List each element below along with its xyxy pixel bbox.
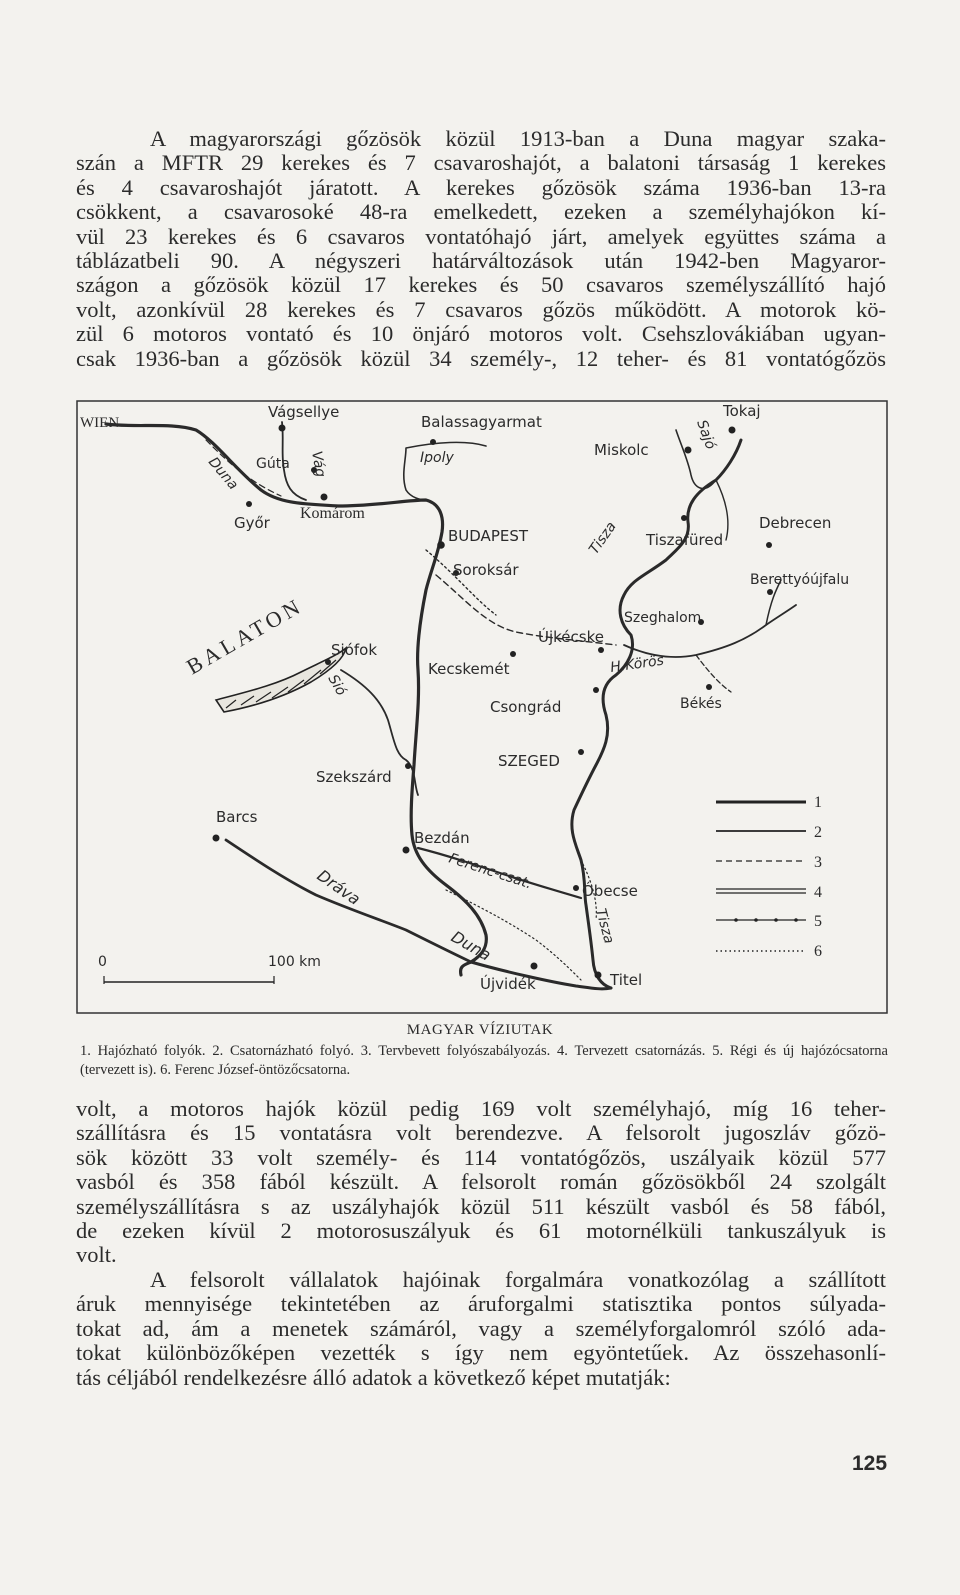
siofok-label: Siófok <box>331 641 378 659</box>
text-line: szágon a gőzösök közül 17 kerekes és 50 csavaros személyszállító hajó <box>76 272 886 298</box>
balaton-label: BALATON <box>182 592 308 680</box>
legend-label-5: 5 <box>814 913 822 930</box>
bekes-dot <box>706 684 712 690</box>
text-line: szán a MFTR 29 kerekes és 7 csavaroshajót, a balatoni társaság 1 kerekes <box>76 150 886 176</box>
bekes-label: Békés <box>680 696 722 712</box>
vagsellye-label: Vágsellye <box>268 403 340 421</box>
place-labels <box>80 402 849 993</box>
bottom-paragraph-2 <box>76 1268 886 1390</box>
balassagyarmat-label: Balassagyarmat <box>421 413 542 431</box>
titel-dot <box>595 972 602 979</box>
sio-label: Sió <box>324 672 350 699</box>
text-line: tokat ad, ám a menetek számáról, vagy a személyforgalomról szóló ada- <box>76 1315 886 1341</box>
gyor-label: Győr <box>234 514 270 532</box>
kecskemet-label: Kecskemét <box>428 660 510 678</box>
text-line: személyszállításra s az uszályhajók közül 511 készült vasból és 58 fából, <box>76 1193 886 1219</box>
guta-label: Gúta <box>256 456 290 472</box>
ujkecske-label: Újkécske <box>538 628 604 646</box>
scale-hundred: 100 km <box>268 954 321 970</box>
budapest-dot <box>437 541 445 549</box>
ujkecske-dot <box>598 647 604 653</box>
map-svg <box>76 400 890 1016</box>
komarom-label: Komárom <box>300 505 365 522</box>
szeged-label: SZEGED <box>498 752 560 770</box>
ujvidek-dot <box>531 963 538 970</box>
szeged-dot <box>578 749 584 755</box>
balassagyarmat-dot <box>430 439 436 445</box>
text-line: csak 1936-ban a gőzösök közül 34 személy-, 12 teher- és 81 vontatógőzös <box>76 345 886 371</box>
text-line: de ezeken kívül 2 motorosuszályuk és 61 motornélküli tankuszályuk is <box>76 1218 886 1244</box>
szeghalom-label: Szeghalom <box>624 610 702 626</box>
barcs-label: Barcs <box>216 808 258 826</box>
berettyoujfalu-dot <box>767 589 773 595</box>
csongrad-label: Csongrád <box>490 698 562 716</box>
text-line: vasból és 358 fából készült. A felsorolt román gőzösökből 24 szolgált <box>76 1169 886 1195</box>
text-line: szállításra és 15 vontatásra volt berendezve. A felsorolt jugoszláv gőzö- <box>76 1120 886 1146</box>
obecse-label: Óbecse <box>582 882 638 900</box>
komarom-dot <box>321 494 328 501</box>
soroksar-label: Soroksár <box>453 561 519 579</box>
vag-label: Vág <box>308 449 329 479</box>
sajo-label: Sajó <box>693 417 719 452</box>
bezdan-dot <box>403 847 410 854</box>
map-legend <box>716 794 822 960</box>
bottom-paragraph-1 <box>76 1097 886 1268</box>
debrecen-label: Debrecen <box>759 514 832 532</box>
barcs-dot <box>213 835 220 842</box>
text-line: volt. <box>76 1242 117 1268</box>
kecskemet-dot <box>510 651 516 657</box>
budapest-label: BUDAPEST <box>448 527 529 545</box>
tiszafured-label: Tiszafüred <box>646 531 724 549</box>
tiszafured-dot <box>681 515 687 521</box>
scale-bar <box>98 954 321 984</box>
vagsellye-dot <box>279 425 286 432</box>
text-line: volt, azonkívül 28 kerekes és 7 csavaros gőzös működött. A motorok kö- <box>76 296 886 322</box>
obecse-dot <box>573 885 579 891</box>
csongrad-dot <box>593 687 599 693</box>
tokaj-label: Tokaj <box>723 402 761 420</box>
map-caption-text: 1. Hajózható folyók. 2. Csatornázható folyó. 3. Tervbevett folyószabályozás. 4. Tervezett csatornázás. 5. Régi és új hajózócsatorna (tervezett is). 6. Ferenc József-öntözőcsatorna. <box>80 1043 888 1078</box>
text-line: A felsorolt vállalatok hajóinak forgalmára vonatkozólag a szállított <box>150 1267 886 1292</box>
legend-label-1: 1 <box>814 794 822 811</box>
szekszard-label: Szekszárd <box>316 768 392 786</box>
debrecen-dot <box>766 542 772 548</box>
bezdan-label: Bezdán <box>414 829 470 847</box>
text-line: sök között 33 volt személy- és 114 vontatógőzös, uszályaik közül 577 <box>76 1144 886 1170</box>
text-line: tokat különbözőképen vezették s így nem egyöntetűek. Az összehasonlí- <box>76 1340 886 1366</box>
legend-label-6: 6 <box>814 943 822 960</box>
text-line: táblázatbeli 90. A négyszeri határváltozások után 1942-ben Magyaror- <box>76 248 886 274</box>
legend-label-4: 4 <box>814 884 822 901</box>
ipoly-label: Ipoly <box>420 450 454 466</box>
duna-south-label: Duna <box>448 927 495 965</box>
tokaj-dot <box>729 427 736 434</box>
berettyoujfalu-label: Berettyóújfalu <box>750 572 850 588</box>
text-line: csökkent, a csavarosoké 48-ra emelkedett, ezeken a személyhajókon kí- <box>76 199 886 225</box>
page-number: 125 <box>852 1452 888 1475</box>
text-line: A magyarországi gőzösök közül 1913-ban a Duna magyar szaka- <box>150 126 886 151</box>
szekszard-dot <box>405 763 411 769</box>
text-line: zül 6 motoros vontató és 10 önjáró motoros volt. Csehszlovákiában ugyan- <box>76 321 886 347</box>
titel-label: Titel <box>610 971 643 989</box>
tisza-river <box>572 440 741 988</box>
miskolc-label: Miskolc <box>594 441 649 459</box>
waterways-map <box>76 400 890 1016</box>
koros-river-3 <box>696 655 731 692</box>
drava-label: Dráva <box>313 865 364 909</box>
scale-zero: 0 <box>98 954 107 970</box>
tisza-south-label: Tisza <box>592 906 617 946</box>
ujvidek-label: Újvidék <box>480 975 536 993</box>
legend-label-2: 2 <box>814 824 822 841</box>
text-line: és 4 csavaroshajót járatott. A kerekes gőzösök száma 1936-ban 13-ra <box>76 174 886 200</box>
siofok-dot <box>325 659 331 665</box>
legend-label-3: 3 <box>814 854 822 871</box>
text-line: áruk mennyisége tekintetében az áruforgalmi statisztika pontos súlyada- <box>76 1291 886 1317</box>
gyor-dot <box>246 501 252 507</box>
danube-river <box>106 424 486 975</box>
duna-north-label: Duna <box>204 454 242 493</box>
miskolc-dot <box>685 447 692 454</box>
tisza-north-label: Tisza <box>586 518 620 558</box>
text-line: vül 23 kerekes és 6 csavaros vontatóhajó járt, amelyek együttes száma a <box>76 223 886 249</box>
text-line: tás céljából rendelkezésre álló adatok a következő képet mutatják: <box>76 1364 671 1390</box>
ferenc-csat-label: Ferenc-csat. <box>446 850 534 893</box>
top-paragraph <box>76 127 886 371</box>
hkoros-label: H.Körös <box>609 652 665 676</box>
wien-label: WIEN <box>80 415 120 431</box>
map-caption-title: MAGYAR VÍZIUTAK <box>406 1022 554 1038</box>
text-line: volt, a motoros hajók közül pedig 169 volt személyhajó, míg 16 teher- <box>76 1096 886 1121</box>
